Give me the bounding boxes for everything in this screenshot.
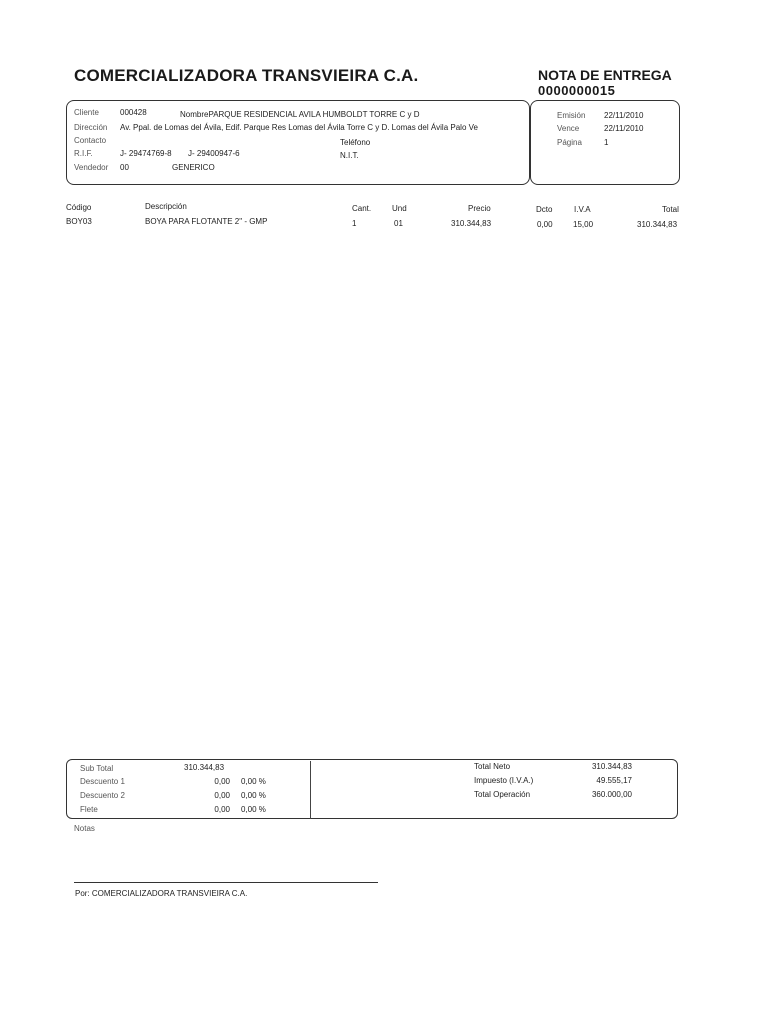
total-operacion-label: Total Operación	[474, 790, 531, 799]
descuento2-value: 0,00	[214, 791, 230, 800]
rif-label: R.I.F.	[74, 149, 93, 158]
vendedor-label: Vendedor	[74, 163, 109, 172]
telefono-label: Teléfono	[340, 138, 371, 147]
notas-label: Notas	[74, 824, 95, 833]
document-number: 0000000015	[538, 83, 616, 98]
col-header-descripcion: Descripción	[145, 202, 187, 211]
cliente-label: Cliente	[74, 108, 99, 117]
col-header-iva: I.V.A	[574, 205, 591, 214]
row-cant: 1	[352, 219, 357, 228]
document-title: NOTA DE ENTREGA	[538, 67, 672, 83]
col-header-dcto: Dcto	[536, 205, 553, 214]
direccion-value: Av. Ppal. de Lomas del Ávila, Edif. Parque Res Lomas del Ávila Torre C y D. Lomas del Ávila Palo Ve	[120, 123, 478, 132]
pagina-value: 1	[604, 138, 609, 147]
vendedor-name: GENERICO	[172, 163, 215, 172]
descuento1-pct: 0,00 %	[241, 777, 266, 786]
signature-line	[74, 882, 378, 883]
col-header-cant: Cant.	[352, 204, 372, 213]
cliente-value: 000428	[120, 108, 147, 117]
contacto-label: Contacto	[74, 136, 107, 145]
total-neto-value: 310.344,83	[591, 762, 632, 771]
total-neto-label: Total Neto	[474, 762, 511, 771]
nit-label: N.I.T.	[340, 151, 359, 160]
emision-label: Emisión	[557, 111, 586, 120]
subtotal-value: 310.344,83	[184, 763, 225, 772]
row-iva: 15,00	[573, 220, 594, 229]
flete-pct: 0,00 %	[241, 805, 266, 814]
nombre-field	[180, 110, 419, 119]
signature-text: Por: COMERCIALIZADORA TRANSVIEIRA C.A.	[75, 889, 248, 898]
row-descripcion: BOYA PARA FLOTANTE 2" - GMP	[145, 217, 268, 226]
descuento1-label: Descuento 1	[80, 777, 125, 786]
vence-value: 22/11/2010	[604, 124, 644, 133]
nombre-label: Nombre	[180, 110, 209, 119]
flete-value: 0,00	[214, 805, 230, 814]
rif-value: J- 29474769-8	[120, 149, 172, 158]
nombre-value: PARQUE RESIDENCIAL AVILA HUMBOLDT TORRE C y D	[208, 110, 420, 119]
direccion-label: Dirección	[74, 123, 108, 132]
flete-label: Flete	[80, 805, 98, 814]
vendedor-code: 00	[120, 163, 129, 172]
company-name: COMERCIALIZADORA TRANSVIEIRA C.A.	[74, 66, 419, 85]
col-header-total: Total	[662, 205, 679, 214]
subtotal-label: Sub Total	[80, 764, 114, 773]
row-codigo: BOY03	[66, 217, 92, 226]
descuento1-value: 0,00	[214, 777, 230, 786]
emision-value: 22/11/2010	[604, 111, 644, 120]
row-precio: 310.344,83	[451, 219, 492, 228]
vence-label: Vence	[557, 124, 580, 133]
totals-divider	[310, 761, 311, 819]
row-total: 310.344,83	[637, 220, 678, 229]
descuento2-pct: 0,00 %	[241, 791, 266, 800]
rif-value-2: J- 29400947-6	[188, 149, 240, 158]
col-header-und: Und	[392, 204, 407, 213]
descuento2-label: Descuento 2	[80, 791, 125, 800]
col-header-precio: Precio	[468, 204, 491, 213]
col-header-codigo: Código	[66, 203, 92, 212]
impuesto-label: Impuesto (I.V.A.)	[474, 776, 534, 785]
pagina-label: Página	[557, 138, 582, 147]
row-und: 01	[394, 219, 403, 228]
total-operacion-value: 360.000,00	[591, 790, 632, 799]
row-dcto: 0,00	[537, 220, 553, 229]
impuesto-value: 49.555,17	[596, 776, 632, 785]
